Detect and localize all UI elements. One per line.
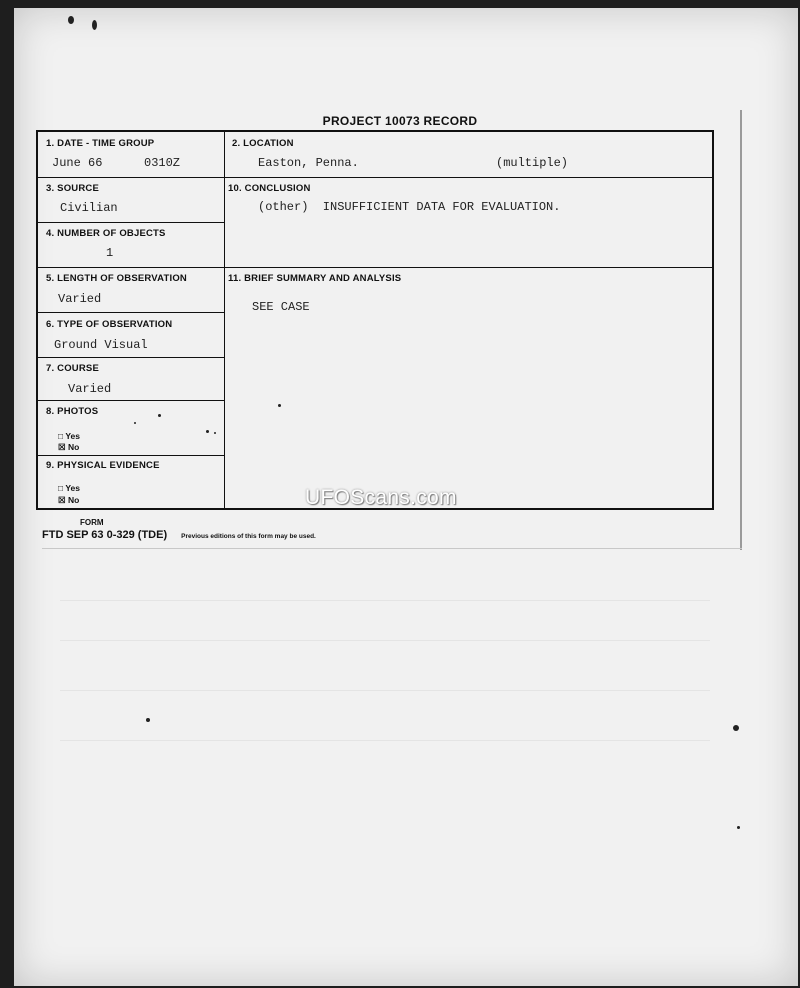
- type-observation-value: Ground Visual: [54, 338, 148, 352]
- bleed-through-line: [60, 690, 710, 691]
- photos-yes-option: □ Yes: [58, 431, 80, 441]
- date-value: June 66: [52, 156, 103, 170]
- location-note: (multiple): [496, 156, 569, 170]
- number-objects-value: 1: [106, 246, 114, 260]
- page-edge: [42, 548, 742, 549]
- form-title: PROJECT 10073 RECORD: [322, 114, 478, 128]
- watermark: UFOScans.com: [305, 486, 457, 509]
- type-observation-label: 6. TYPE OF OBSERVATION: [46, 319, 173, 330]
- date-time-label: 1. DATE - TIME GROUP: [46, 138, 155, 149]
- summary-value: SEE CASE: [252, 300, 310, 314]
- physical-yes-option: □ Yes: [58, 483, 80, 493]
- course-label: 7. COURSE: [46, 363, 100, 374]
- bleed-through-line: [60, 740, 710, 741]
- bleed-through-line: [60, 640, 710, 641]
- physical-evidence-label: 9. PHYSICAL EVIDENCE: [46, 460, 160, 471]
- photos-label: 8. PHOTOS: [46, 406, 99, 417]
- length-observation-label: 5. LENGTH OF OBSERVATION: [46, 273, 187, 284]
- form-note: Previous editions of this form may be used.: [181, 533, 316, 540]
- location-label: 2. LOCATION: [232, 138, 294, 149]
- conclusion-value: (other) INSUFFICIENT DATA FOR EVALUATION.: [258, 200, 561, 214]
- source-value: Civilian: [60, 201, 118, 215]
- bleed-through-line: [60, 600, 710, 601]
- physical-no-option: ☒ No: [58, 495, 80, 505]
- record-form: [36, 130, 714, 510]
- location-value: Easton, Penna.: [258, 156, 359, 170]
- time-value: 0310Z: [144, 156, 181, 170]
- footer-form-word: FORM: [80, 518, 104, 527]
- form-footer: [42, 529, 316, 541]
- form-id: FTD SEP 63 0-329 (TDE): [42, 529, 168, 541]
- page-edge: [740, 110, 742, 550]
- number-objects-label: 4. NUMBER OF OBJECTS: [46, 228, 166, 239]
- summary-label: 11. BRIEF SUMMARY AND ANALYSIS: [228, 273, 402, 284]
- course-value: Varied: [68, 382, 112, 396]
- conclusion-label: 10. CONCLUSION: [228, 183, 311, 194]
- length-observation-value: Varied: [58, 292, 102, 306]
- photos-no-option: ☒ No: [58, 442, 80, 452]
- source-label: 3. SOURCE: [46, 183, 100, 194]
